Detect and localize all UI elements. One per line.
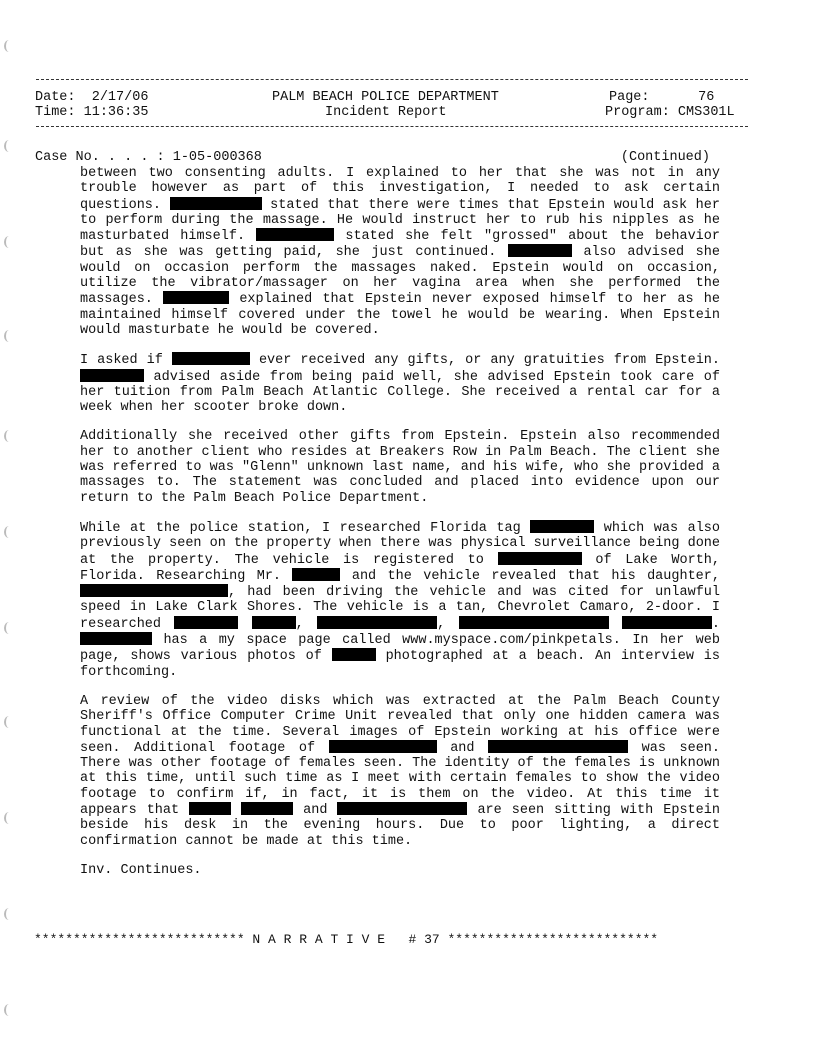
redaction-box — [163, 291, 229, 304]
paragraph-continues: Inv. Continues. — [80, 862, 202, 878]
time-line — [35, 105, 148, 120]
narrative-footer: *************************** N A R R A T I V E # 37 *************************** — [34, 932, 659, 947]
punch-hole-mark — [4, 40, 14, 52]
redaction-box — [241, 802, 293, 815]
redaction-box — [332, 648, 376, 661]
program-line — [605, 105, 735, 120]
punch-hole-mark — [4, 908, 14, 920]
punch-hole-mark — [4, 140, 14, 152]
time-label: Time: — [35, 105, 76, 120]
narrative-body — [80, 166, 720, 892]
redaction-box — [317, 616, 437, 629]
paragraph-vehicle: While at the police station, I researched Florida tag which was also previously seen on the property when there was physical surveillance being done at the property. The vehicle is registered to of Lake Worth, Florida. Researching Mr. and the vehicle revealed that his daughter, , had been driving the vehicle and was cited for unlawful speed in Lake Clark Shores. The vehicle is a tan, Chevrolet Camaro, 2-door. I researched , , . has a my space page called www.myspace.com/pinkpetals. In her web page, shows various photos of photographed at a beach. An interview is forthcoming. — [80, 520, 721, 680]
redaction-box — [530, 520, 594, 533]
redaction-box — [80, 632, 152, 645]
redaction-box — [172, 352, 250, 365]
page-label: Page: — [609, 90, 650, 105]
report-date: 2/17/06 — [91, 90, 149, 105]
report-time: 11:36:35 — [83, 105, 149, 120]
redaction-box — [189, 802, 231, 815]
redaction-box — [292, 568, 340, 581]
header-rule-top — [36, 79, 748, 80]
punch-hole-mark — [4, 622, 14, 634]
redaction-box — [337, 802, 467, 815]
program-label: Program: — [605, 105, 670, 120]
date-label: Date: — [35, 90, 76, 105]
punch-hole-mark — [4, 330, 14, 342]
paragraph-referral: Additionally she received other gifts from Epstein. Epstein also recommended her to another client who resides at Breakers Row in Palm Beach. The client she was referred to was "Glenn" unknown last name, and his wife, who she provided a massages to. The statement was concluded and placed into evidence upon our return to the Palm Beach Police Department. — [80, 429, 721, 506]
redaction-box — [459, 616, 609, 629]
redaction-box — [174, 616, 238, 629]
punch-hole-mark — [4, 430, 14, 442]
report-type: Incident Report — [325, 105, 447, 120]
paragraph-video-review: A review of the video disks which was extracted at the Palm Beach County Sheriff's Office Computer Crime Unit revealed that only one hidden camera was functional at the time. Several images of Epstein working at his office were seen. Additional footage of and was seen. There was other footage of females seen. The identity of the females is unknown at this time, until such time as I meet with certain females to show the video footage to confirm if, in fact, it is them on the video. At this time it appears that and are seen sitting with Epstein beside his desk in the evening hours. Due to poor lighting, a direct confirmation cannot be made at this time. — [80, 693, 721, 849]
redaction-box — [329, 740, 437, 753]
redaction-box — [256, 228, 334, 241]
case-line — [35, 150, 710, 165]
continued-label: (Continued) — [620, 150, 710, 165]
punch-hole-mark — [4, 236, 14, 248]
header-rule-bottom — [36, 126, 748, 127]
redaction-box — [80, 369, 144, 382]
redaction-box — [622, 616, 712, 629]
redaction-box — [80, 584, 228, 597]
paragraph-gifts: I asked if ever received any gifts, or any gratuities from Epstein. advised aside from being paid well, she advised Epstein took care of her tuition from Palm Beach Atlantic College. She received a rental car for a week when her scooter broke down. — [80, 353, 721, 416]
case-number: 1-05-000368 — [172, 150, 262, 165]
page-line — [609, 90, 714, 105]
redaction-box — [488, 740, 628, 753]
date-line — [35, 90, 148, 105]
redaction-box — [170, 197, 262, 210]
page-number: 76 — [698, 90, 715, 105]
redaction-box — [508, 244, 572, 257]
paragraph-interview: between two consenting adults. I explained to her that she was not in any trouble however as part of this investigation, I needed to ask certain questions. stated that there were times that Epstein would ask her to perform during the massage. He would instruct her to rub his nipples as he masturbated himself. stated she felt "grossed" about the behavior but as she was getting paid, she just continued. also advised she would on occasion perform the massages naked. Epstein would on occasion, utilize the vibrator/massager on her vagina area when she performed the massages. explained that Epstein never exposed himself to her as he maintained himself covered under the towel he would be wearing. When Epstein would masturbate he would be covered. — [80, 166, 720, 338]
punch-hole-mark — [4, 812, 14, 824]
punch-hole-mark — [4, 526, 14, 538]
punch-hole-mark — [4, 716, 14, 728]
redaction-box — [498, 552, 582, 565]
case-label: Case No. . . . : — [35, 150, 165, 165]
redaction-box — [252, 616, 296, 629]
program-code: CMS301L — [677, 105, 735, 120]
department-name: PALM BEACH POLICE DEPARTMENT — [272, 90, 499, 105]
punch-hole-mark — [4, 1004, 14, 1016]
